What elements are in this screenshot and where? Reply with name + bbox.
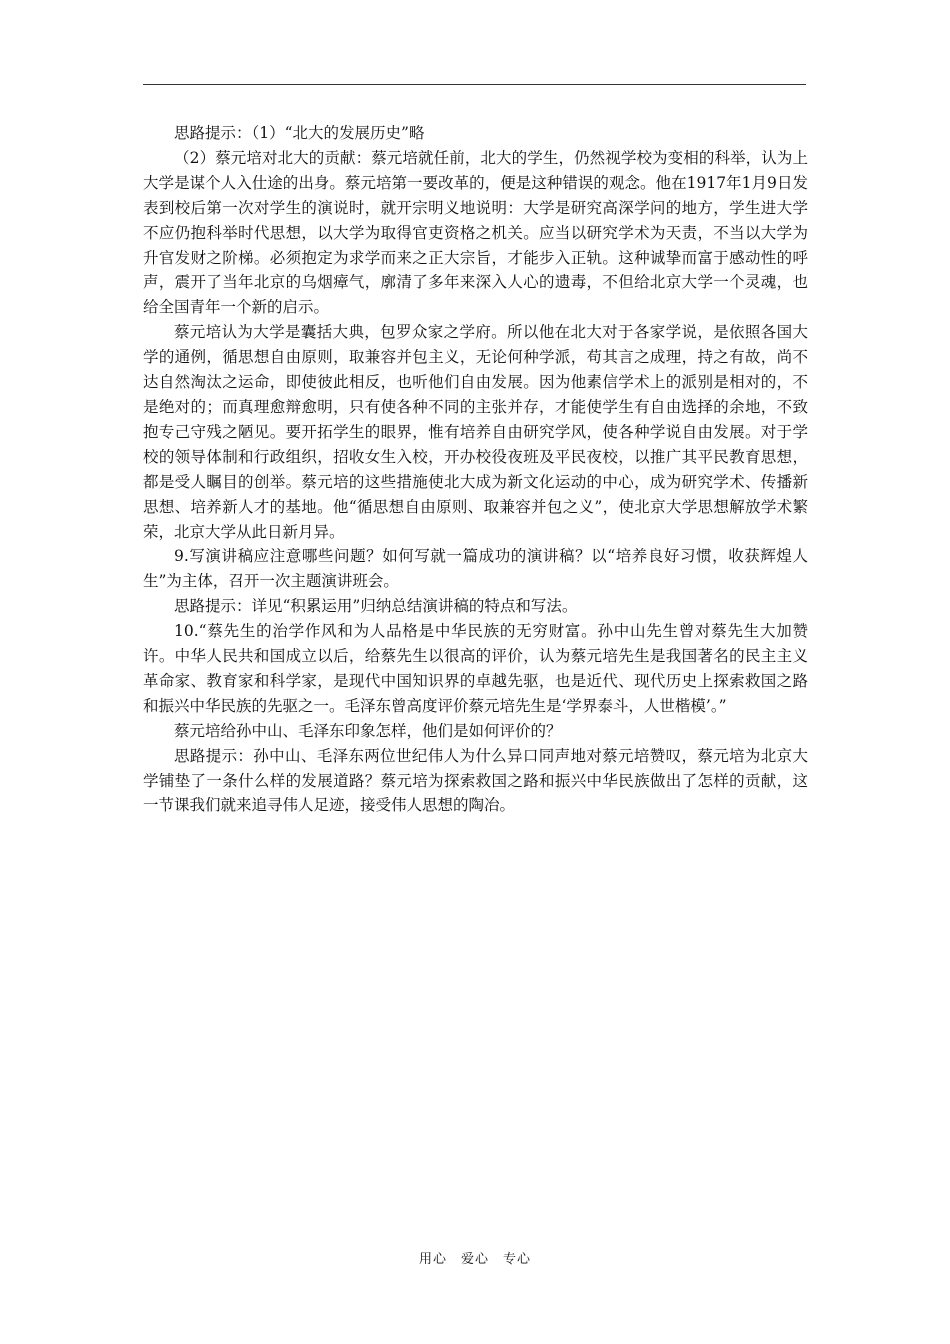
hint-paragraph-1: 思路提示：（1）“北大的发展历史”略	[174, 124, 425, 142]
question-10-prompt: 蔡元培给孙中山、毛泽东印象怎样，他们是如何评价的？	[174, 721, 562, 740]
document-body	[143, 121, 808, 818]
hint-paragraph-10: 思路提示：孙中山、毛泽东两位世纪伟人为什么异口同声地对蔡元培赞叹，蔡元培为北京大学铺垫了一条什么样的发展道路？蔡元培为探索救国之路和振兴中华民族做出了怎样的贡献，这一节课我们就来追寻伟人足迹，接受伟人思想的陶冶。	[143, 746, 808, 815]
hint-paragraph-9: 思路提示：详见“积累运用”归纳总结演讲稿的特点和写法。	[174, 597, 578, 616]
question-9-paragraph: 9.写演讲稿应注意哪些问题？如何写就一篇成功的演讲稿？以“培养良好习惯，收获辉煌人生”为主体，召开一次主题演讲班会。	[143, 547, 808, 591]
cai-university-philosophy-paragraph: 蔡元培认为大学是囊括大典，包罗众家之学府。所以他在北大对于各家学说，是依照各国大学的通例，循思想自由原则，取兼容并包主义，无论何种学派，苟其言之成理，持之有故，尚不达自然淘汰之运命，即使彼此相反，也听他们自由发展。因为他素信学术上的派别是相对的，不是绝对的；而真理愈辩愈明，只有使各种不同的主张并存，才能使学生有自由选择的余地，不致抱专己守残之陋见。要开拓学生的眼界，惟有培养自由研究学风，使各种学说自由发展。对于学校的领导体制和行政组织，招收女生入校，开办校役夜班及平民夜校，以推广其平民教育思想，都是受人瞩目的创举。蔡元培的这些措施使北大成为新文化运动的中心，成为研究学术、传播新思想、培养新人才的基地。他“循思想自由原则、取兼容并包之义”，使北京大学思想解放学术繁荣，北京大学从此日新月异。	[143, 323, 808, 541]
cai-contribution-paragraph: （2）蔡元培对北大的贡献：蔡元培就任前，北大的学生，仍然视学校为变相的科举，认为上大学是谋个人入仕途的出身。蔡元培第一要改革的，便是这种错误的观念。他在1917年1月9日发表到校后第一次对学生的演说时，就开宗明义地说明：大学是研究高深学问的地方，学生进大学不应仍抱科举时代思想，以大学为取得官吏资格之机关。应当以研究学术为天责，不当以大学为升官发财之阶梯。必须抱定为求学而来之正大宗旨，才能步入正轨。这种诚挚而富于感动性的呼声，震开了当年北京的乌烟瘴气，廓清了多年来深入人心的遗毒，不但给北京大学一个灵魂，也给全国青年一个新的启示。	[143, 148, 808, 317]
header-rule	[143, 84, 806, 85]
question-10-paragraph: 10.“蔡先生的治学作风和为人品格是中华民族的无穷财富。孙中山先生曾对蔡先生大加赞许。中华人民共和国成立以后，给蔡先生以很高的评价，认为蔡元培先生是我国著名的民主主义革命家、教育家和科学家，是现代中国知识界的卓越先驱，也是近代、现代历史上探索救国之路和振兴中华民族的先驱之一。毛泽东曾高度评价蔡元培先生是‘学界泰斗，人世楷模’。”	[143, 622, 808, 715]
page-footer: 用心 爱心 专心	[418, 1252, 531, 1267]
